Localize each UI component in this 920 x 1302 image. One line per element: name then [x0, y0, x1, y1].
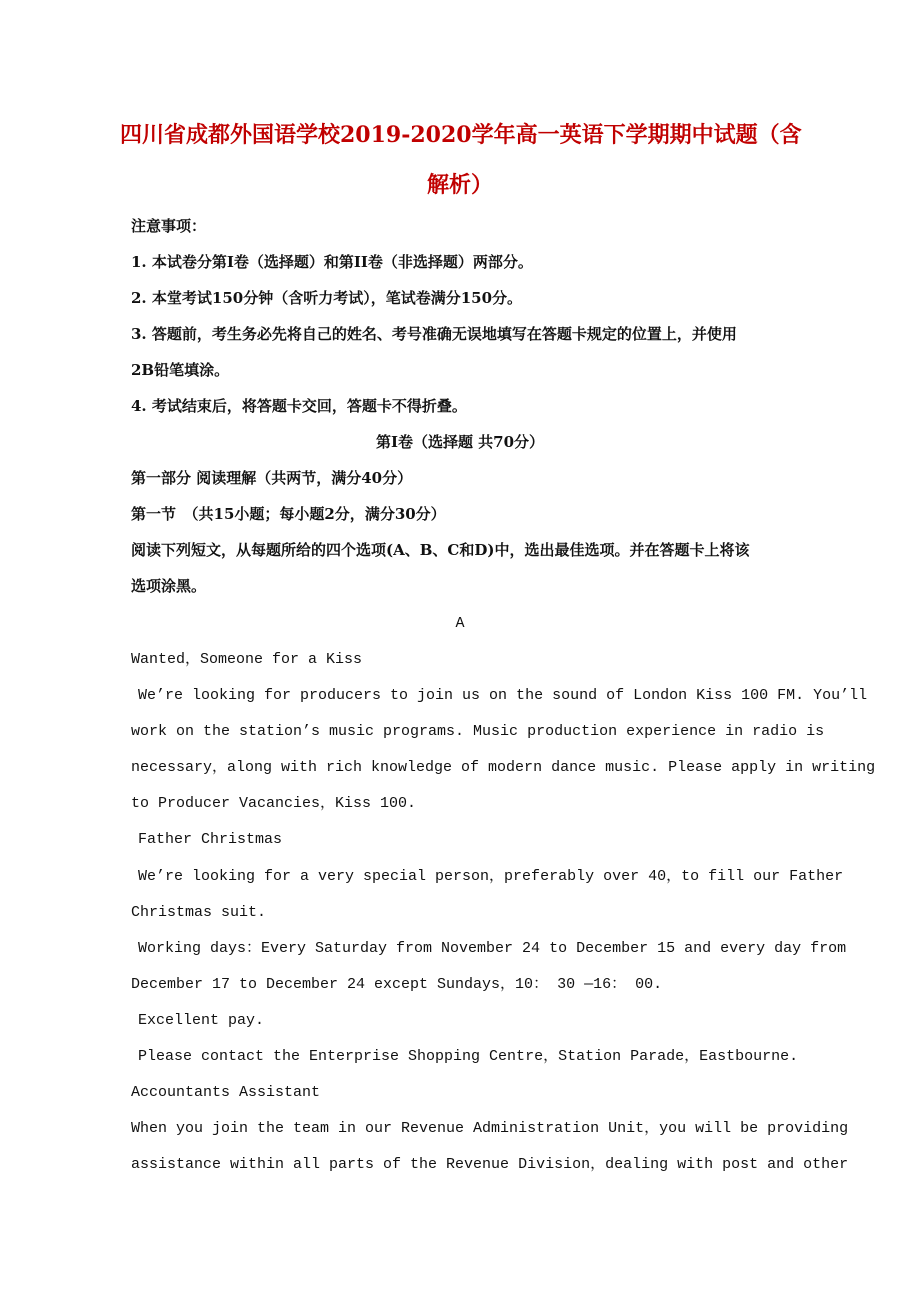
passage-line: Accountants Assistant — [131, 1084, 321, 1101]
passage-line: Excellent pay. — [138, 1012, 265, 1029]
document-title-line-1: 四川省成都外国语学校2019-2020学年高一英语下学期期中试题（含 — [120, 122, 802, 148]
passage-line: December 17 to December 24 except Sundays，10： 30 —16： 00. — [131, 976, 663, 993]
passage-line: to Producer Vacancies，Kiss 100. — [131, 795, 417, 812]
instruction-line-2: 选项涂黑。 — [131, 577, 207, 595]
instruction-line-1: 阅读下列短文，从每题所给的四个选项(A、B、C和D)中，选出最佳选项。并在答题卡上将该 — [131, 541, 750, 559]
notice-item-2: 2. 本堂考试150分钟（含听力考试），笔试卷满分150分。 — [131, 289, 523, 307]
notice-item-4: 4. 考试结束后，将答题卡交回，答题卡不得折叠。 — [131, 397, 467, 415]
passage-line: We’re looking for a very special person，preferably over 40，to fill our Father — [138, 868, 844, 885]
passage-line: Working days：Every Saturday from November 24 to December 15 and every day from — [138, 940, 847, 957]
section-title: 第一部分 阅读理解（共两节，满分40分） — [131, 469, 413, 487]
passage-line: When you join the team in our Revenue Administration Unit，you will be providing — [131, 1120, 849, 1137]
passage-line: Christmas suit. — [131, 904, 267, 921]
passage-label: A — [455, 615, 465, 632]
notice-heading: 注意事项： — [131, 217, 207, 235]
passage-line: We’re looking for producers to join us on the sound of London Kiss 100 FM. You’ll — [138, 687, 868, 704]
passage-line: Please contact the Enterprise Shopping Centre，Station Parade，Eastbourne. — [138, 1048, 799, 1065]
passage-line: Wanted，Someone for a Kiss — [131, 651, 363, 668]
passage-line: Father Christmas — [138, 831, 283, 848]
document-title-line-2: 解析） — [426, 172, 493, 198]
part-title: 第Ⅰ卷（选择题 共70分） — [375, 433, 545, 451]
notice-item-3: 3. 答题前，考生务必先将自己的姓名、考号准确无误地填写在答题卡规定的位置上，并使用 — [131, 325, 737, 343]
subsection-title: 第一节 （共15小题；每小题2分，满分30分） — [131, 505, 446, 523]
passage-line: necessary，along with rich knowledge of modern dance music. Please apply in writing — [131, 759, 876, 776]
passage-line: assistance within all parts of the Revenue Division，dealing with post and other — [131, 1156, 849, 1173]
passage-line: work on the station’s music programs. Music production experience in radio is — [131, 723, 825, 740]
notice-item-1: 1. 本试卷分第Ⅰ卷（选择题）和第II卷（非选择题）两部分。 — [131, 253, 533, 271]
notice-item-3-continued: 2B铅笔填涂。 — [131, 361, 230, 379]
